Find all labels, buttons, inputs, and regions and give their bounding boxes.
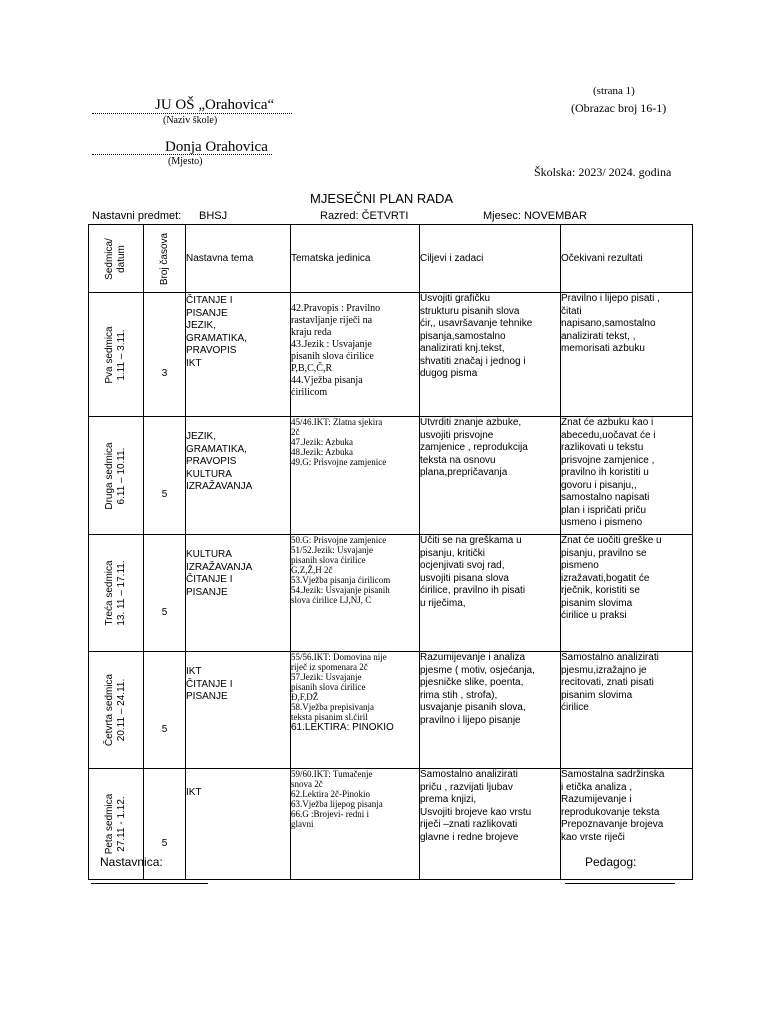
- topic-line: PRAVOPIS: [186, 456, 237, 467]
- unit-line: pisanih slova ćirilice: [291, 351, 374, 362]
- teacher-label: Nastavnica:: [100, 855, 163, 869]
- month: Mjesec: NOVEMBAR: [483, 210, 587, 222]
- pedagogue-signature-line: [565, 883, 675, 884]
- document-title: MJESEČNI PLAN RADA: [310, 191, 454, 206]
- teacher-signature-line: [91, 883, 208, 884]
- week-cell: [89, 652, 144, 769]
- week-label: Treća sedmica: [104, 560, 115, 626]
- goals-cell: [420, 293, 561, 417]
- topic-line: IZRAŽAVANJA: [186, 561, 253, 573]
- goals-cell: [420, 769, 561, 880]
- table-row: [89, 293, 693, 417]
- goals-line: Razumijevanje i analiza: [420, 652, 526, 663]
- table-header-row: [89, 225, 693, 293]
- place-name: Donja Orahovica: [165, 139, 268, 155]
- unit-line: kraju reda: [291, 327, 332, 338]
- unit-line: 44.Vježba pisanja: [291, 375, 363, 386]
- goals-line: riječi –znati razlikovati: [420, 819, 518, 830]
- topic-cell: [186, 535, 291, 652]
- goals-line: Utvrditi znanje azbuke,: [420, 417, 522, 428]
- week-label: 13. 11 – 17.11.: [116, 560, 127, 626]
- results-line: Znat će azbuku kao i: [561, 417, 654, 428]
- table-row: [89, 535, 693, 652]
- unit-line: 58.Vježba prepisivanja: [291, 702, 374, 712]
- goals-line: usvojiti prisvojne: [420, 429, 494, 441]
- hours-cell: 3: [144, 293, 186, 417]
- week-label: Četvrta sedmica: [104, 673, 115, 747]
- topic-line: IKT: [186, 787, 202, 798]
- header-week-line1: Sedmica/: [104, 237, 115, 280]
- topic-line: GRAMATIKA,: [186, 332, 247, 344]
- week-label: Peta sedmica: [104, 793, 115, 855]
- week-label: 6.11 – 10.11.: [116, 447, 127, 504]
- page-number: (strana 1): [593, 85, 635, 97]
- table-row: [89, 417, 693, 535]
- plan-table: [88, 224, 693, 880]
- goals-line: usvojiti pisana slova: [420, 572, 509, 584]
- unit-line: 55/56.IKT: Domovina nije: [291, 652, 387, 662]
- goals-line: strukturu pisanih slova: [420, 305, 520, 317]
- goals-line: Učiti se na greškama u: [420, 535, 522, 546]
- topic-cell: [186, 417, 291, 535]
- goals-line: ćirilice, pravilno ih pisati: [420, 585, 526, 596]
- results-line: usmeno i pismeno: [561, 517, 643, 528]
- topic-line: ČITANJE I: [186, 574, 233, 585]
- goals-cell: [420, 535, 561, 652]
- topic-line: PISANJE: [186, 307, 228, 319]
- topic-line: KULTURA: [186, 549, 232, 560]
- unit-line: 51/52.Jezik: Usvajanje: [291, 545, 373, 555]
- results-line: Znat će uočiti greške u: [561, 535, 662, 546]
- goals-line: Usvojiti grafičku: [420, 293, 491, 304]
- header-week-line2: datum: [116, 244, 127, 273]
- subject-label: Nastavni predmet:: [92, 210, 182, 222]
- school-name: JU OŠ „Orahovica“: [155, 97, 275, 113]
- topic-cell: [186, 769, 291, 880]
- results-cell: [561, 417, 693, 535]
- results-line: samostalno napisati: [561, 492, 650, 503]
- results-line: ćirilice u praksi: [561, 610, 627, 621]
- results-line: pjesmu,izražajno je: [561, 664, 647, 676]
- school-year: Školska: 2023/ 2024. godina: [534, 165, 672, 179]
- goals-line: pravilno i lijepo pisanje: [420, 714, 521, 726]
- subject-value: BHSJ: [199, 210, 228, 222]
- results-line: čitati: [561, 305, 582, 317]
- unit-cell: [291, 535, 420, 652]
- goals-line: teksta na osnovu: [420, 454, 496, 466]
- results-line: reprodukovanje teksta: [561, 806, 660, 818]
- unit-line: pisanih slova ćirilice: [291, 682, 366, 692]
- results-line: i etička analiza ,: [561, 781, 633, 793]
- results-line: prisvojne zamjenice ,: [561, 454, 655, 466]
- unit-line: riječ iz spomenara 2č: [291, 662, 368, 672]
- week-label: 27.11 - 1.12.: [116, 796, 127, 852]
- form-number: (Obrazac broj 16-1): [571, 101, 667, 115]
- unit-line: rastavljanje riječi na: [291, 315, 373, 326]
- results-line: Razumijevanje i: [561, 794, 632, 805]
- results-line: plan i ispričati priču: [561, 504, 647, 516]
- goals-line: shvatiti značaj i jednog i: [420, 355, 526, 367]
- goals-line: ćir,, usavršavanje tehnike: [420, 318, 533, 329]
- unit-line: 43.Jezik : Usvajanje: [291, 339, 372, 350]
- results-line: pisanim slovima: [561, 689, 633, 701]
- unit-line: 53.Vježba pisanja ćirilicom: [291, 575, 391, 585]
- goals-line: Usvojiti brojeve kao vrstu: [420, 806, 532, 818]
- results-cell: [561, 652, 693, 769]
- topic-line: IZRAŽAVANJA: [186, 481, 253, 492]
- results-line: analizirati tekst, ,: [561, 330, 636, 342]
- topic-line: IKT: [186, 666, 202, 677]
- results-line: kao vrste riječi: [561, 831, 625, 843]
- results-cell: [561, 293, 693, 417]
- unit-line: snova 2č: [291, 779, 323, 789]
- topic-line: PISANJE: [186, 586, 228, 598]
- goals-cell: [420, 417, 561, 535]
- header-topic: Nastavna tema: [186, 225, 291, 293]
- topic-line: GRAMATIKA,: [186, 443, 247, 455]
- school-name-line: [92, 113, 292, 114]
- unit-line: teksta pisanim sl.ćiril: [291, 712, 368, 722]
- topic-line: ČITANJE I: [186, 678, 233, 690]
- goals-line: dugog pisma: [420, 368, 478, 379]
- hours-cell: 5: [144, 535, 186, 652]
- unit-line: G,Z,Ž,H 2č: [291, 565, 333, 575]
- results-line: napisano,samostalno: [561, 318, 656, 329]
- unit-line: 50.G: Prisvojne zamjenice: [291, 535, 387, 545]
- goals-line: rima stih , strofa),: [420, 689, 498, 701]
- topic-cell: [186, 652, 291, 769]
- goals-line: usvajanje pisanih slova,: [420, 702, 526, 713]
- week-cell: [89, 535, 144, 652]
- unit-cell: [291, 417, 420, 535]
- results-line: rječnik, koristiti se: [561, 585, 640, 596]
- header-goals: Ciljevi i zadaci: [420, 225, 561, 293]
- results-line: razlikovati u tekstu: [561, 442, 644, 453]
- week-cell: [89, 417, 144, 535]
- goals-line: ocjenjivati svoj rad,: [420, 560, 505, 571]
- week-label: 1.11 – 3.11.: [116, 328, 127, 381]
- header-hours: [144, 225, 186, 293]
- school-name-label: (Naziv škole): [163, 115, 218, 126]
- results-line: pisanim slovima: [561, 597, 633, 609]
- header-week: [89, 225, 144, 293]
- week-label: Pva sedmica: [104, 325, 115, 384]
- header-hours-text: Broj časova: [158, 232, 170, 285]
- goals-line: prema knjizi,: [420, 794, 477, 805]
- place-label: (Mjesto): [168, 156, 203, 167]
- goals-line: pisanja,samostalno: [420, 330, 506, 342]
- unit-line: 66.G :Brojevi- redni i: [291, 809, 369, 819]
- pedagogue-label: Pedagog:: [585, 855, 637, 869]
- unit-line: 63.Vježba lijepog pisanja: [291, 799, 383, 809]
- goals-line: zamjenice , reprodukcija: [420, 442, 528, 453]
- unit-line: 45/46.IKT: Zlatna sjekira: [291, 417, 383, 427]
- results-line: recitovati, znati pisati: [561, 677, 654, 688]
- goals-line: pisanju, kritički: [420, 547, 486, 559]
- unit-line: 57.Jezik: Usvajanje: [291, 672, 362, 682]
- results-line: izražavati,bogatit će: [561, 572, 650, 584]
- header-unit: Tematska jedinica: [291, 225, 420, 293]
- unit-cell: [291, 293, 420, 417]
- unit-line: 49.G: Prisvojne zamjenice: [291, 457, 387, 467]
- results-line: memorisati azbuku: [561, 343, 645, 354]
- topic-line: JEZIK,: [186, 431, 217, 442]
- results-line: Pravilno i lijepo pisati ,: [561, 293, 660, 304]
- unit-line: 42.Pravopis : Pravilno: [291, 303, 381, 314]
- unit-line: 48.Jezik: Azbuka: [291, 447, 353, 457]
- week-label: 20.11 – 24.11.: [116, 678, 127, 742]
- unit-line: slova ćirilice LJ,NJ, C: [291, 595, 372, 605]
- topic-line: ČITANJE I: [186, 295, 233, 306]
- results-line: pisanju, pravilno se: [561, 547, 647, 559]
- hours-cell: 5: [144, 769, 186, 880]
- unit-line: glavni: [291, 819, 314, 829]
- week-cell: [89, 293, 144, 417]
- goals-cell: [420, 652, 561, 769]
- results-line: govoru i pisanju,,: [561, 479, 637, 491]
- results-line: ćirilice: [561, 702, 589, 713]
- topic-line: JEZIK,: [186, 320, 217, 331]
- unit-line: 59/60.IKT: Tumačenje: [291, 769, 373, 779]
- goals-line: pjesme ( motiv, osjećanja,: [420, 664, 535, 676]
- hours-cell: 5: [144, 417, 186, 535]
- unit-line: 2č: [291, 427, 300, 437]
- results-line: pravilno ih koristiti u: [561, 467, 649, 478]
- unit-cell: [291, 652, 420, 769]
- unit-line: 47.Jezik: Azbuka: [291, 437, 353, 447]
- unit-line: 62.Lektira 2č-Pinokio: [291, 789, 370, 799]
- goals-line: plana,prepričavanja: [420, 467, 508, 478]
- goals-line: pjesničke slike, poenta,: [420, 677, 524, 688]
- grade: Razred: ČETVRTI: [320, 210, 409, 222]
- unit-line: P,B,C,Č,R: [291, 363, 333, 374]
- unit-line: 54.Jezik: Usvajanje pisanih: [291, 585, 390, 595]
- results-line: Samostalna sadržinska: [561, 769, 665, 780]
- header-results: Očekivani rezultati: [561, 225, 693, 293]
- results-cell: [561, 535, 693, 652]
- results-line: Samostalno analizirati: [561, 652, 659, 663]
- unit-line: pisanih slova ćirilice: [291, 555, 366, 565]
- results-line: abecedu,uočavat će i: [561, 429, 656, 441]
- topic-cell: [186, 293, 291, 417]
- place-line: [92, 154, 272, 155]
- goals-line: Samostalno analizirati: [420, 769, 518, 780]
- topic-line: PISANJE: [186, 691, 228, 702]
- unit-line: 61.LEKTIRA: PINOKIO: [291, 722, 394, 733]
- unit-cell: [291, 769, 420, 880]
- week-label: Druga sedmica: [104, 441, 115, 510]
- goals-line: u riječima,: [420, 597, 466, 609]
- results-line: pismeno: [561, 560, 599, 571]
- goals-line: glavne i redne brojeve: [420, 831, 519, 843]
- results-line: Prepoznavanje brojeva: [561, 819, 664, 830]
- goals-line: analizirati knj.tekst,: [420, 343, 505, 354]
- table-row: [89, 652, 693, 769]
- topic-line: KULTURA: [186, 468, 232, 480]
- goals-line: priču , razvijati ljubav: [420, 781, 513, 793]
- unit-line: Đ,F,DŽ: [291, 692, 319, 702]
- unit-line: ćirilicom: [291, 387, 328, 398]
- topic-line: IKT: [186, 357, 202, 369]
- hours-cell: 5: [144, 652, 186, 769]
- topic-line: PRAVOPIS: [186, 345, 237, 356]
